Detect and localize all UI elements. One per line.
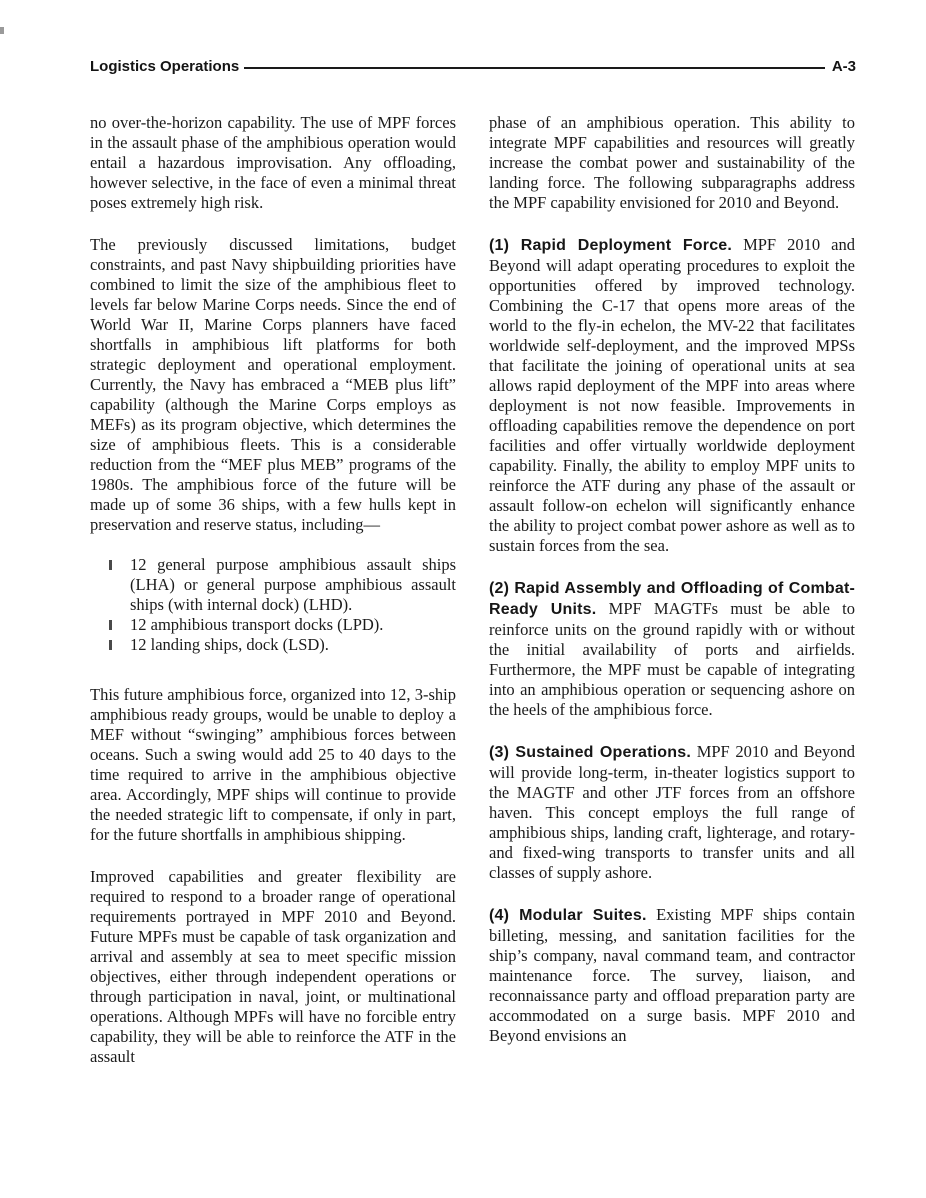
section-rapid-deployment-force — [489, 235, 855, 556]
list-item-text: 12 general purpose amphibious assault ships (LHA) or general purpose amphibious assault ships (with internal dock) (LHD). — [130, 555, 456, 614]
paragraph: phase of an amphibious operation. This ability to integrate MPF capabilities and resources will greatly increase the combat power and sustainability of the landing force. The following subparagraphs address the MPF capability envisioned for 2010 and Beyond. — [489, 113, 855, 212]
paragraph: Improved capabilities and greater flexibility are required to respond to a broader range of operational requirements portrayed in MPF 2010 and Beyond. Future MPFs must be capable of task organization and arrival and assembly at sea to meet specific mission objectives, either through independent operations or through participation in naval, joint, or multinational operations. Although MPFs will have no forcible entry capability, they will be able to reinforce the ATF in the assault — [90, 867, 456, 1066]
section-rapid-assembly-offloading — [489, 578, 855, 720]
scan-artifact — [0, 27, 4, 34]
section-sustained-operations — [489, 742, 855, 883]
section-modular-suites — [489, 905, 855, 1046]
list-item — [90, 555, 456, 615]
section-heading: (3) Sustained Operations. — [489, 744, 691, 761]
right-column — [489, 113, 855, 1089]
section-body: MPF MAGTFs must be able to reinforce units on the ground rapidly with or without the initial availability of ports and airfields. Furthermore, the MPF must be capable of integrating into an amphibious operation or sequencing ashore on the heels of the amphibious force. — [489, 599, 855, 719]
bullet-marker-icon — [109, 560, 112, 570]
list-item — [90, 615, 456, 635]
section-body: MPF 2010 and Beyond will adapt operating procedures to exploit the opportunities offered by improved technology. Combining the C-17 that opens more areas of the world to the fly-in echelon, the MV-22 that facilitates worldwide self-deployment, and the improved MPSs that facilitate the joining of operational units at sea allows rapid deployment of the MPF into areas where deployment is not now feasible. Improvements in offloading capabilities remove the dependence on port facilities and offer virtually worldwide deployment capability. Finally, the ability to employ MPF units to reinforce the ATF during any phase of the assault or assault follow-on echelon will significantly enhance the ability to project combat power ashore as well as to sustain forces from the sea. — [489, 235, 855, 555]
bullet-marker-icon — [109, 620, 112, 630]
paragraph: The previously discussed limitations, budget constraints, and past Navy shipbuilding priorities have combined to limit the size of the amphibious fleet to levels far below Marine Corps needs. Since the end of World War II, Marine Corps planners have faced shortfalls in amphibious lift platforms for both strategic deployment and operational employment. Currently, the Navy has embraced a “MEB plus lift” capability (although the Marine Corps employs as MEFs) as its program objective, which determines the size of amphibious fleets. This is a considerable reduction from the “MEF plus MEB” programs of the 1980s. The amphibious force of the future will be made up of some 36 ships, with a few hulls kept in preservation and reserve status, including— — [90, 235, 456, 534]
header-rule — [244, 67, 825, 69]
list-item — [90, 635, 456, 655]
section-body: Existing MPF ships contain billeting, messing, and sanitation facilities for the ship’s company, naval command team, and contractor maintenance force. The survey, liaison, and reconnaissance party and offload preparation party are accommodated on a surge basis. MPF 2010 and Beyond envisions an — [489, 905, 855, 1045]
ship-bullet-list — [90, 555, 456, 655]
section-heading: (4) Modular Suites. — [489, 907, 647, 924]
left-column — [90, 113, 456, 1089]
paragraph: no over-the-horizon capability. The use of MPF forces in the assault phase of the amphibious operation would entail a hazardous improvisation. Any offloading, however selective, in the face of even a minimal threat poses extremely high risk. — [90, 113, 456, 212]
section-heading: (2) Rapid Assembly and Offloading of Combat-Ready Units. — [489, 580, 855, 618]
section-heading: (1) Rapid Deployment Force. — [489, 237, 733, 254]
paragraph: This future amphibious force, organized into 12, 3-ship amphibious ready groups, would be unable to deploy a MEF without “swinging” amphibious forces between oceans. Such a swing would add 25 to 40 days to the time required to arrive in the amphibious objective area. Accordingly, MPF ships will continue to provide the needed strategic lift to compensate, if only in part, for the future shortfalls in amphibious shipping. — [90, 685, 456, 844]
page-header — [90, 58, 856, 76]
list-item-text: 12 amphibious transport docks (LPD). — [130, 615, 384, 634]
bullet-marker-icon — [109, 640, 112, 650]
two-column-body — [90, 113, 856, 1089]
header-title: Logistics Operations — [90, 58, 240, 75]
page-number: A-3 — [831, 58, 856, 75]
section-body: MPF 2010 and Beyond will provide long-term, in-theater logistics support to the MAGTF and other JTF forces from an offshore haven. This concept employs the full range of amphibious ships, landing craft, lighterage, and rotary- and fixed-wing transports to transfer units and all classes of supply ashore. — [489, 742, 856, 882]
list-item-text: 12 landing ships, dock (LSD). — [130, 635, 329, 654]
